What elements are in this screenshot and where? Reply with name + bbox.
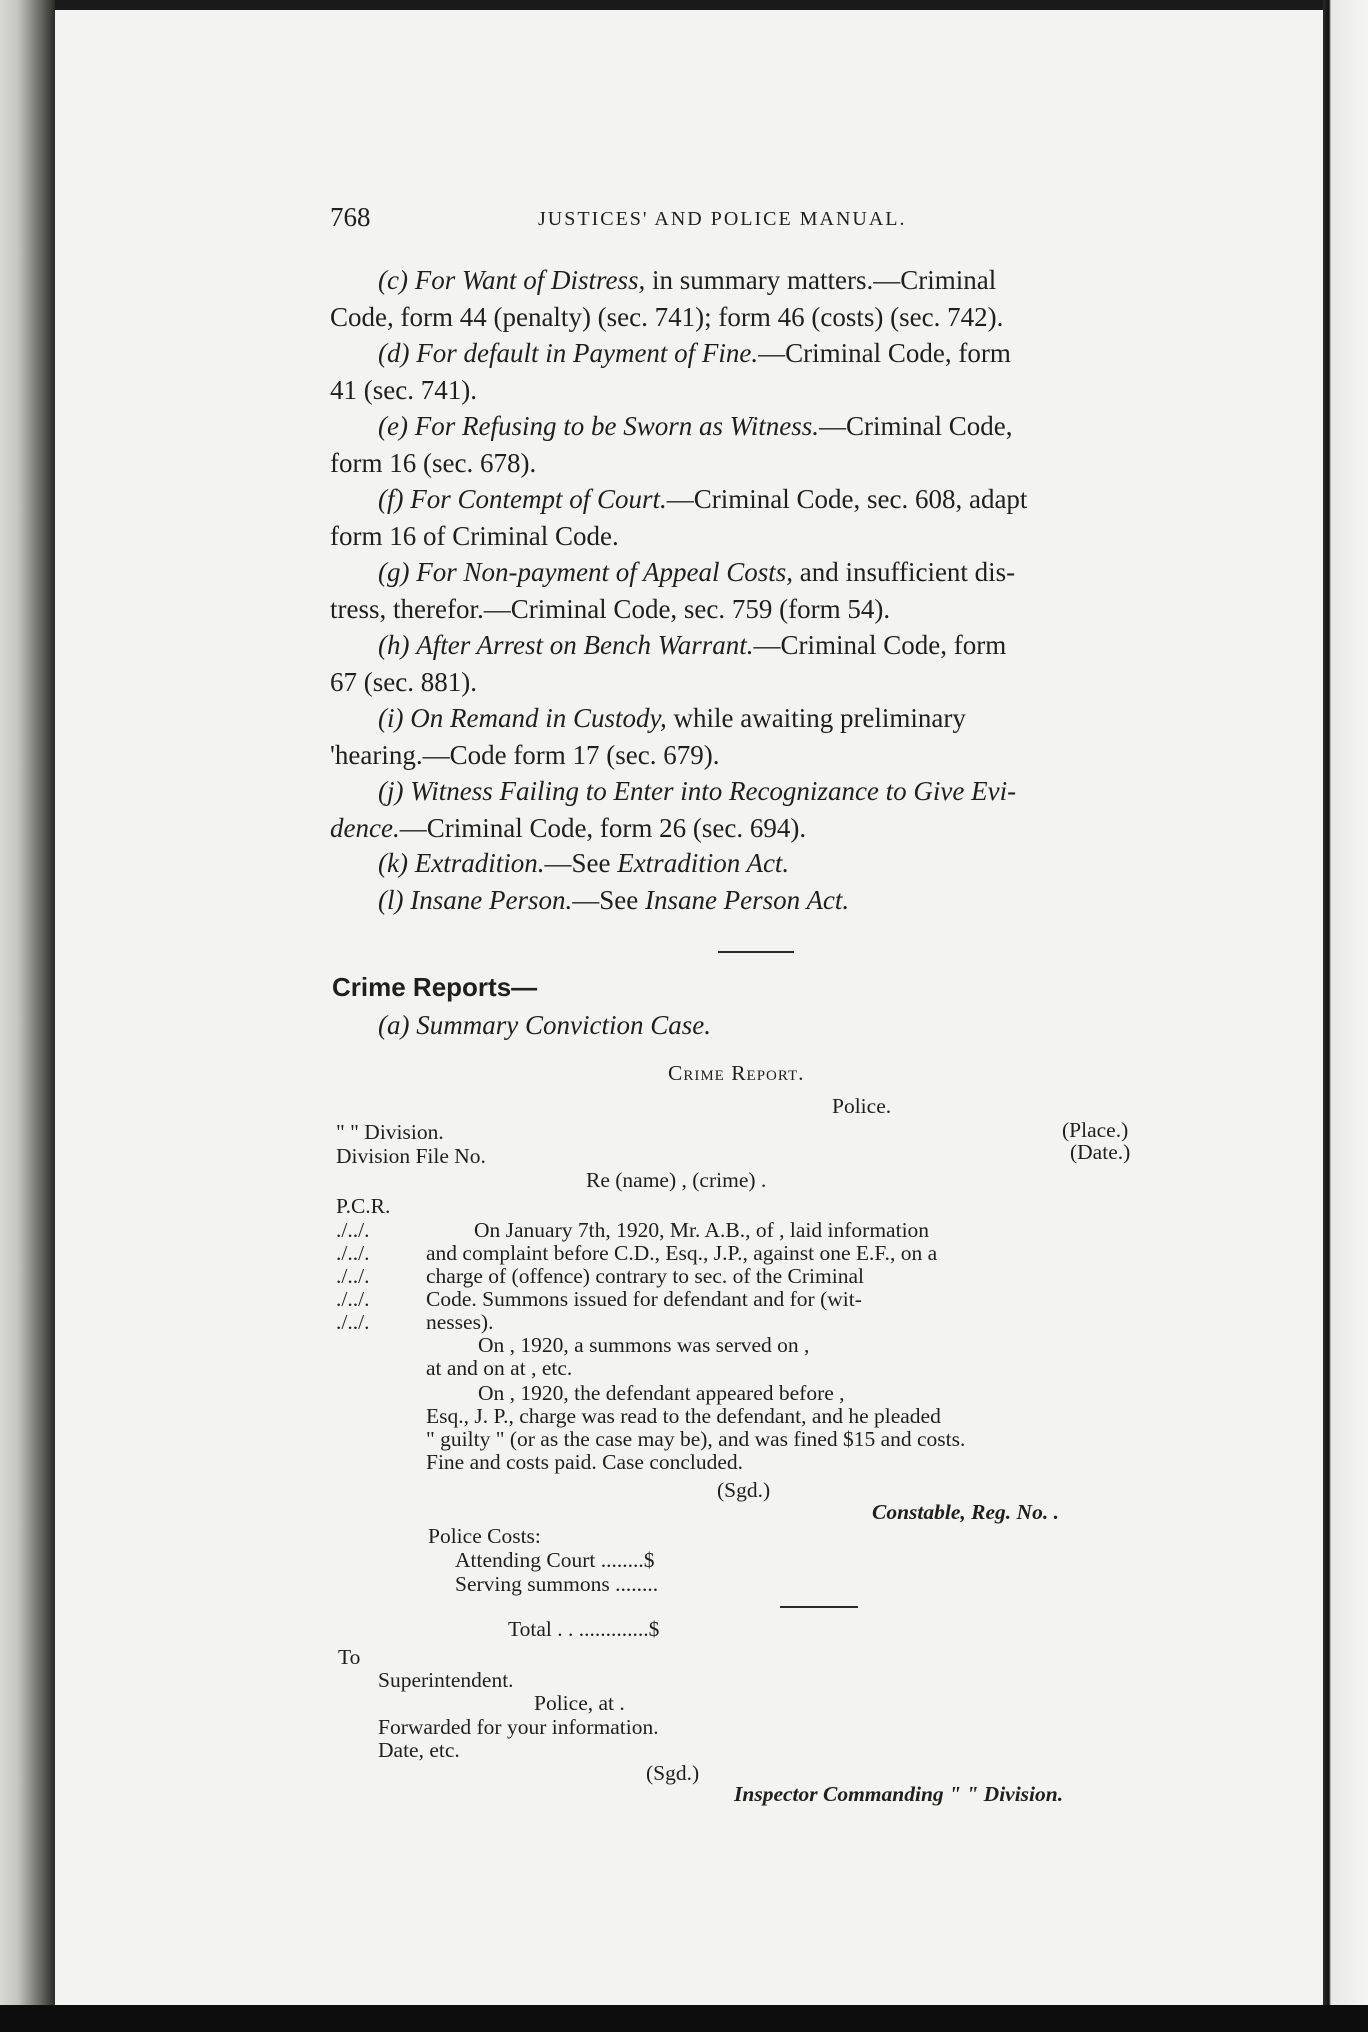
cost-total: Total . . .............$ — [508, 1617, 660, 1641]
item-line-2 — [330, 375, 477, 406]
report-line: On , 1920, a summons was served on , — [478, 1333, 810, 1357]
report-division: " " Division. — [336, 1120, 444, 1144]
book-spine — [0, 0, 55, 2032]
item-label: (f) — [378, 484, 404, 514]
item-line-2 — [330, 521, 619, 552]
cost-attending: Attending Court ........$ — [455, 1548, 655, 1572]
sub-title: Summary Conviction Case. — [416, 1010, 711, 1040]
item-rest: —See — [572, 885, 645, 915]
report-police-at: Police, at . — [534, 1691, 625, 1715]
item-line-2 — [330, 667, 477, 698]
report-inspector: Inspector Commanding " " Division. — [734, 1782, 1064, 1806]
page-number: 768 — [330, 202, 371, 232]
item-text: Code, form 44 (penalty) (sec. 741); form 46 (costs) (sec. 742). — [330, 302, 1004, 332]
item-line — [378, 630, 1006, 661]
report-date-etc: Date, etc. — [378, 1738, 460, 1762]
pcr-mark: ./../. — [336, 1241, 370, 1265]
item-title: After Arrest on Bench Warrant. — [416, 630, 754, 660]
item-label: (i) — [378, 703, 404, 733]
item-line — [378, 265, 996, 296]
section-heading: Crime Reports— — [332, 972, 538, 1002]
report-line: charge of (offence) contrary to sec. of the Criminal — [426, 1264, 864, 1288]
item-line — [378, 557, 1015, 588]
report-line: Fine and costs paid. Case concluded. — [426, 1450, 744, 1474]
item-title: For Refusing to be Sworn as Witness. — [414, 411, 819, 441]
item-rest: —Criminal Code, form — [753, 630, 1007, 660]
cost-serving: Serving summons ........ — [455, 1572, 659, 1596]
item-label: (e) — [378, 411, 408, 441]
report-date: (Date.) — [1070, 1140, 1131, 1164]
item-rest: —See — [544, 848, 618, 878]
item-line-2 — [330, 813, 806, 844]
report-to: To — [338, 1645, 361, 1669]
item-line-2 — [330, 448, 536, 479]
report-file-no: Division File No. — [336, 1144, 486, 1168]
report-pcr: P.C.R. — [336, 1194, 391, 1218]
item-label: (j) — [378, 776, 404, 806]
item-rest: —Criminal Code, form — [758, 338, 1011, 368]
item-line — [378, 411, 1012, 442]
pcr-mark: ./../. — [336, 1287, 370, 1311]
item-title: On Remand in Custody, — [410, 703, 667, 733]
item-title: For Want of Distress, — [414, 265, 646, 295]
sub-label: (a) — [378, 1010, 410, 1040]
section-subheading — [378, 1010, 711, 1041]
report-line: On January 7th, 1920, Mr. A.B., of , laid information — [474, 1218, 930, 1242]
report-superintendent: Superintendent. — [378, 1668, 514, 1692]
item-rest: in summary matters.—Criminal — [645, 265, 997, 295]
item-k — [378, 848, 789, 879]
item-ref: Extradition Act. — [617, 848, 790, 878]
running-head: JUSTICES' AND POLICE MANUAL. — [538, 208, 907, 230]
costs-rule — [780, 1606, 858, 1608]
pcr-mark: ./../. — [336, 1310, 370, 1334]
report-line: nesses). — [426, 1310, 494, 1334]
item-rest: —Criminal Code, sec. 608, adapt — [666, 484, 1028, 514]
item-label: (k) — [378, 848, 408, 878]
item-text: form 16 of Criminal Code. — [330, 521, 619, 551]
item-label: (g) — [378, 557, 410, 587]
report-constable: Constable, Reg. No. . — [872, 1500, 1059, 1524]
pcr-mark: ./../. — [336, 1264, 370, 1288]
report-forwarded: Forwarded for your information. — [378, 1715, 659, 1739]
item-line-2 — [330, 594, 890, 625]
item-text: 41 (sec. 741). — [330, 375, 477, 405]
item-l — [378, 885, 849, 916]
item-title: Insane Person. — [410, 885, 573, 915]
report-line: Esq., J. P., charge was read to the defendant, and he pleaded — [426, 1404, 941, 1428]
item-label: (l) — [378, 885, 404, 915]
section-divider — [718, 951, 794, 953]
scan-border — [0, 2005, 1368, 2032]
item-line-2 — [330, 302, 1003, 333]
item-rest: and insufficient dis- — [792, 557, 1016, 587]
item-title-cont: dence. — [330, 813, 400, 843]
item-text: 67 (sec. 881). — [330, 667, 477, 697]
report-police: Police. — [832, 1094, 892, 1118]
costs-heading: Police Costs: — [428, 1524, 541, 1548]
item-text: form 16 (sec. 678). — [330, 448, 537, 478]
item-line-2 — [330, 740, 720, 771]
report-line: Code. Summons issued for defendant and for (wit- — [426, 1287, 862, 1311]
report-title: Crime Report. — [668, 1061, 805, 1085]
report-line: On , 1920, the defendant appeared before , — [478, 1381, 845, 1405]
report-re-line: Re (name) , (crime) . — [586, 1168, 767, 1192]
item-title: For Non-payment of Appeal Costs, — [416, 557, 793, 587]
report-sgd-2: (Sgd.) — [646, 1761, 700, 1785]
pcr-mark: ./../. — [336, 1218, 370, 1242]
report-sgd: (Sgd.) — [717, 1478, 771, 1502]
item-text: —Criminal Code, form 26 (sec. 694). — [399, 813, 807, 843]
report-line: and complaint before C.D., Esq., J.P., against one E.F., on a — [426, 1241, 938, 1265]
item-text: 'hearing.—Code form 17 (sec. 679). — [330, 740, 720, 770]
item-line — [378, 776, 1016, 807]
report-line: at and on at , etc. — [426, 1356, 573, 1380]
item-rest: while awaiting preliminary — [666, 703, 966, 733]
item-title: For Contempt of Court. — [410, 484, 667, 514]
item-line — [378, 703, 966, 734]
item-line — [378, 484, 1027, 515]
item-rest: —Criminal Code, — [818, 411, 1013, 441]
item-line — [378, 338, 1011, 369]
item-title: Extradition. — [414, 848, 545, 878]
item-label: (h) — [378, 630, 410, 660]
item-title: For default in Payment of Fine. — [416, 338, 759, 368]
item-title: Witness Failing to Enter into Recognizance to Give Evi- — [410, 776, 1017, 806]
report-place: (Place.) — [1062, 1118, 1129, 1142]
page-edge — [1323, 0, 1368, 2032]
item-label: (c) — [378, 265, 408, 295]
item-text: tress, therefor.—Criminal Code, sec. 759 (form 54). — [330, 594, 891, 624]
item-label: (d) — [378, 338, 410, 368]
item-ref: Insane Person Act. — [644, 885, 850, 915]
report-line: " guilty " (or as the case may be), and was fined $15 and costs. — [426, 1427, 966, 1451]
